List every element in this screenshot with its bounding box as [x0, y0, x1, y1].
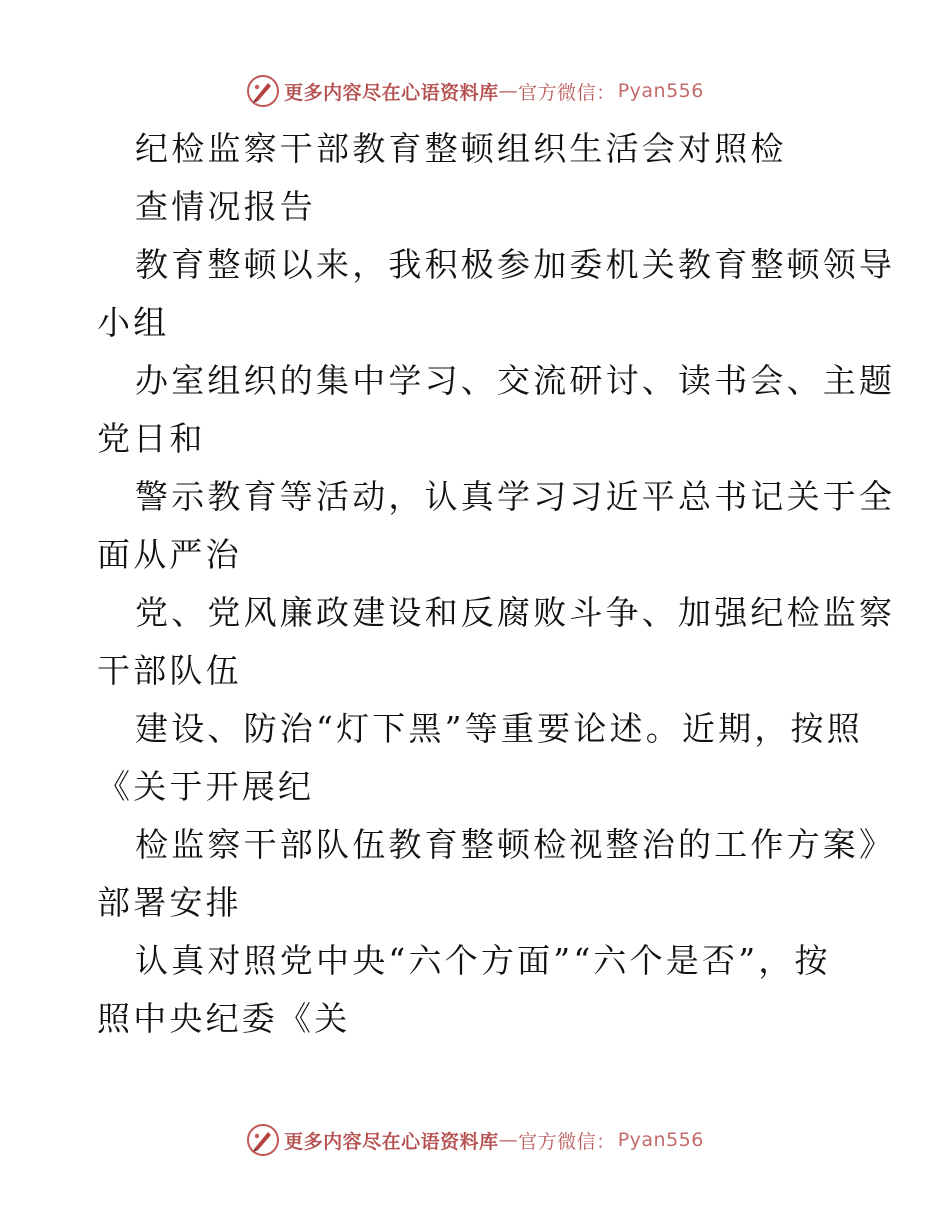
text-line: 检监察干部队伍教育整顿检视整治的工作方案》 [135, 825, 896, 864]
watermark-wechat-id: Pyan556 [617, 1129, 704, 1151]
text-line: 办室组织的集中学习、交流研讨、读书会、主题 [135, 361, 896, 400]
watermark-separator: — [498, 1129, 519, 1151]
text-line: 照中央纪委《关 [97, 999, 351, 1038]
text-line: 《关于开展纪 [97, 767, 315, 806]
quill-logo-icon [246, 74, 280, 108]
document-body [97, 120, 896, 1048]
text-line: 纪检监察干部教育整顿组织生活会对照检 [135, 129, 787, 168]
text-line: 教育整顿以来，我积极参加委机关教育整顿领导 [135, 245, 896, 284]
footer-watermark [0, 1120, 950, 1160]
text-line: 小组 [97, 303, 170, 342]
text-line: 查情况报告 [135, 187, 316, 226]
text-line: 认真对照党中央“六个方面”“六个是否”，按 [135, 941, 831, 980]
watermark-main-text: 更多内容尽在心语资料库 [284, 1130, 499, 1153]
watermark-wechat-label: 官方微信： [518, 81, 616, 104]
watermark-main-text: 更多内容尽在心语资料库 [284, 81, 499, 104]
text-line: 面从严治 [97, 535, 242, 574]
text-line: 党、党风廉政建设和反腐败斗争、加强纪检监察 [135, 593, 896, 632]
text-line: 部署安排 [97, 883, 242, 922]
watermark-wechat-label: 官方微信： [518, 1130, 616, 1153]
text-line: 党日和 [97, 419, 206, 458]
quill-logo-icon [246, 1123, 280, 1157]
text-line: 警示教育等活动，认真学习习近平总书记关于全 [135, 477, 896, 516]
watermark-separator: — [498, 80, 519, 102]
text-line: 建设、防治“灯下黑”等重要论述。近期，按照 [135, 709, 863, 748]
header-watermark [0, 71, 950, 111]
watermark-wechat-id: Pyan556 [617, 80, 704, 102]
text-line: 干部队伍 [97, 651, 242, 690]
